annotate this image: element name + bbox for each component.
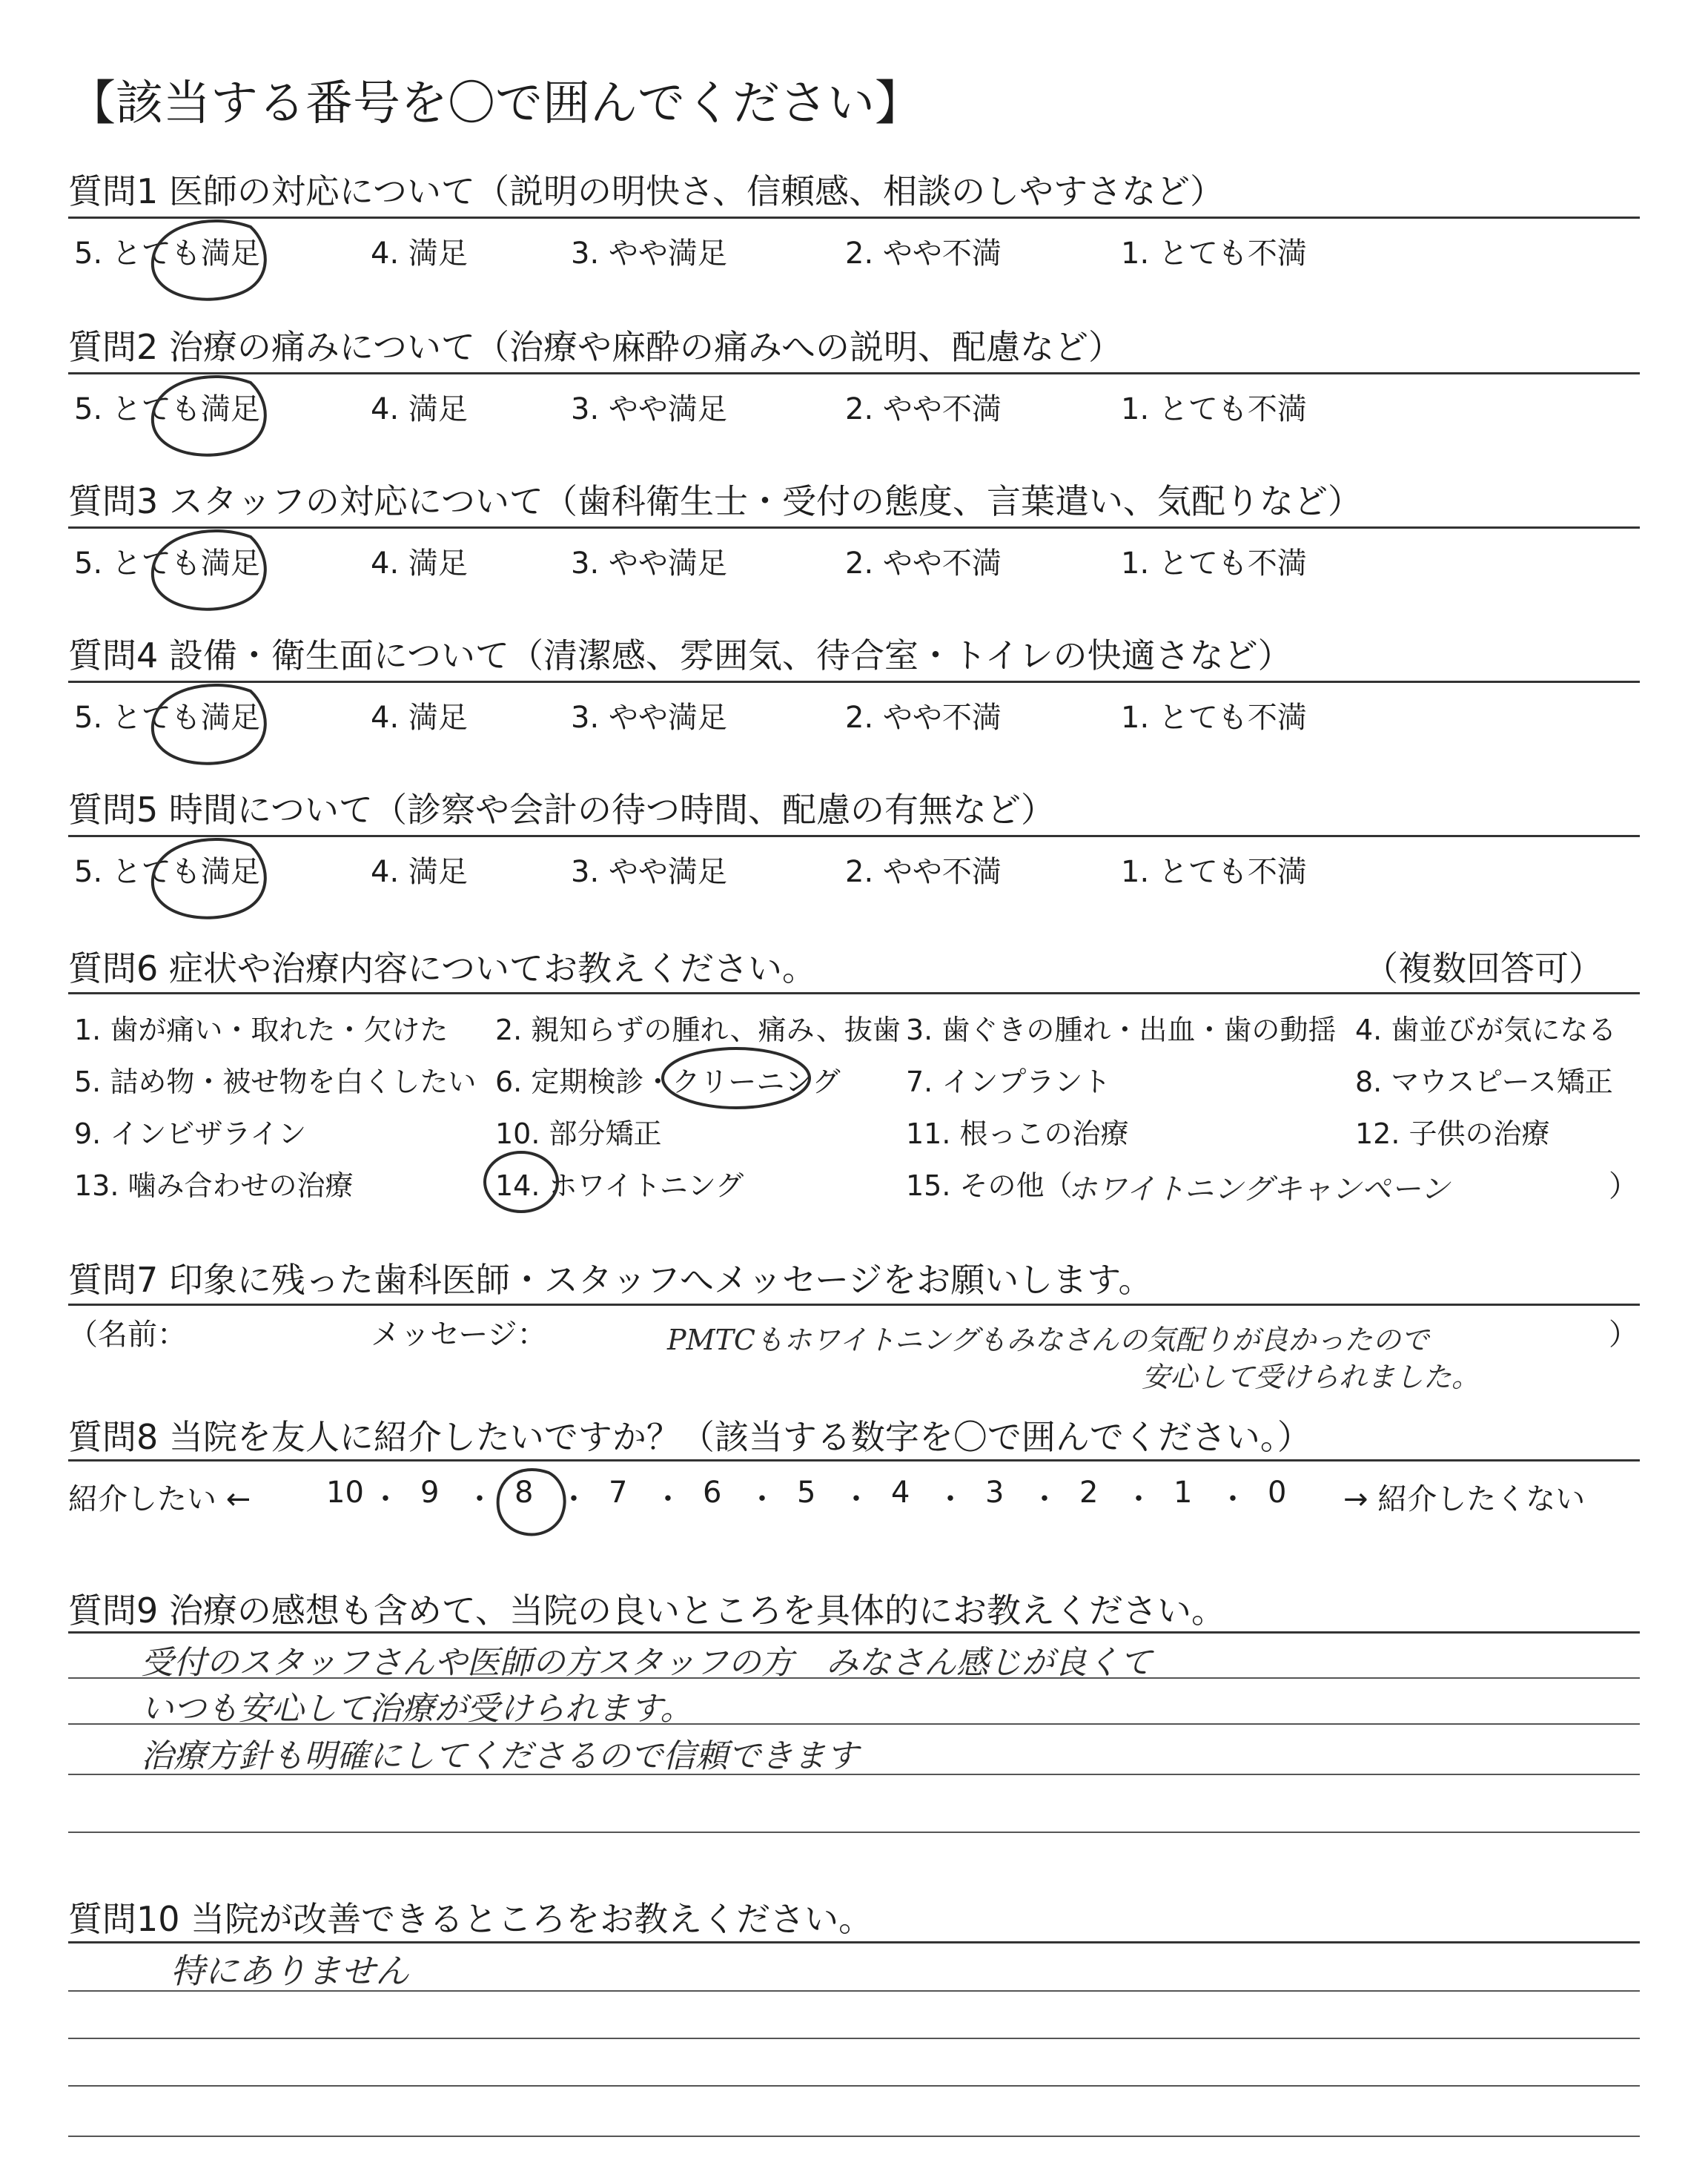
q10-answer-line-1[interactable]: 特にありません — [171, 1951, 409, 1991]
q4-option[interactable]: 5. とても満足 — [74, 701, 260, 735]
selection-circle-mark — [139, 365, 288, 476]
q1-title: 質問1 医師の対応について（説明の明快さ、信頼感、相談のしやすさなど） — [68, 171, 1225, 211]
q8-scale-value[interactable]: 2 — [1079, 1476, 1099, 1510]
q6-title: 質問6 症状や治療内容についてお教えください。 — [68, 948, 816, 988]
q8-scale-separator: ・ — [747, 1482, 777, 1516]
q8-scale-separator: ・ — [371, 1482, 400, 1516]
q2-rule — [68, 372, 1640, 374]
q9-rule — [68, 1631, 1640, 1634]
q8-scale-value[interactable]: 0 — [1268, 1476, 1287, 1510]
q7-close-paren: ） — [1609, 1318, 1638, 1352]
selection-circle-mark — [139, 209, 288, 320]
q4-option[interactable]: 2. やや不満 — [845, 701, 1002, 735]
q10-answer-line — [68, 2136, 1640, 2137]
q8-scale-separator: ・ — [1124, 1482, 1153, 1516]
q8-right-label: → 紹介したくない — [1343, 1482, 1586, 1516]
q2-option[interactable]: 2. やや不満 — [845, 392, 1002, 426]
q8-left-label: 紹介したい ← — [68, 1482, 251, 1516]
q1-option[interactable]: 1. とても不満 — [1121, 237, 1307, 271]
q7-title: 質問7 印象に残った歯科医師・スタッフへメッセージをお願いします。 — [68, 1260, 1153, 1300]
q8-scale-value[interactable]: 7 — [609, 1476, 628, 1510]
selection-circle-mark — [139, 828, 288, 939]
q6-option[interactable]: 6. 定期検診・クリーニング — [495, 1066, 841, 1098]
q4-title: 質問4 設備・衛生面について（清潔感、雰囲気、待合室・トイレの快適さなど） — [68, 635, 1292, 676]
q10-rule — [68, 1941, 1640, 1943]
q6-option[interactable]: 9. インビザライン — [74, 1117, 307, 1150]
q8-scale-separator: ・ — [653, 1482, 683, 1516]
q7-message-line2[interactable]: 安心して受けられました。 — [1142, 1361, 1480, 1393]
selection-circle-mark — [489, 1462, 571, 1551]
q8-scale-separator: ・ — [559, 1482, 589, 1516]
q9-title: 質問9 治療の感想も含めて、当院の良いところを具体的にお教えください。 — [68, 1591, 1225, 1631]
q3-option[interactable]: 4. 満足 — [371, 546, 468, 581]
q6-other-text[interactable]: ホワイトニングキャンペーン — [1068, 1172, 1450, 1206]
q9-answer-line-3[interactable]: 治療方針も明確にしてくださるので信頼できます — [141, 1737, 858, 1775]
q6-option[interactable]: 12. 子供の治療 — [1355, 1117, 1550, 1150]
q9-answer-line-1[interactable]: 受付のスタッフさんや医師の方スタッフの方 みなさん感じが良くて — [141, 1644, 1152, 1682]
q6-option[interactable]: 8. マウスピース矯正 — [1355, 1066, 1613, 1098]
q8-scale-separator: ・ — [1218, 1482, 1248, 1516]
selection-circle-mark — [139, 519, 288, 630]
q2-option[interactable]: 4. 満足 — [371, 392, 468, 426]
q8-scale-value[interactable]: 1 — [1174, 1476, 1193, 1510]
q6-option[interactable]: 15. その他（ — [906, 1169, 1073, 1202]
q5-rule — [68, 835, 1640, 837]
q6-option[interactable]: 2. 親知らずの腫れ、痛み、抜歯 — [495, 1014, 901, 1046]
q8-scale-value[interactable]: 5 — [797, 1476, 816, 1510]
q4-option[interactable]: 3. やや満足 — [571, 701, 727, 735]
q3-rule — [68, 526, 1640, 529]
q6-option[interactable]: 10. 部分矯正 — [495, 1117, 662, 1150]
q8-scale-separator: ・ — [841, 1482, 871, 1516]
q7-message-label: メッセージ： — [371, 1318, 547, 1352]
q1-rule — [68, 217, 1640, 219]
q8-scale-separator: ・ — [465, 1482, 494, 1516]
q8-scale-value[interactable]: 4 — [891, 1476, 910, 1510]
q10-answer-line — [68, 2085, 1640, 2087]
form-heading: 【該当する番号を〇で囲んでください】 — [68, 76, 922, 131]
q6-option[interactable]: 5. 詰め物・被せ物を白くしたい — [74, 1066, 477, 1098]
q5-option[interactable]: 1. とても不満 — [1121, 855, 1307, 889]
q5-title: 質問5 時間について（診察や会計の待つ時間、配慮の有無など） — [68, 790, 1055, 830]
q1-option[interactable]: 4. 満足 — [371, 237, 468, 271]
q6-option[interactable]: 13. 噛み合わせの治療 — [74, 1169, 354, 1202]
q3-option[interactable]: 5. とても満足 — [74, 546, 260, 581]
q2-option[interactable]: 1. とても不満 — [1121, 392, 1307, 426]
q8-title: 質問8 当院を友人に紹介したいですか？（該当する数字を〇で囲んでください。） — [68, 1417, 1311, 1457]
q8-scale-value[interactable]: 9 — [420, 1476, 440, 1510]
q8-scale-value[interactable]: 6 — [703, 1476, 722, 1510]
selection-circle-mark — [658, 1041, 814, 1123]
q1-option[interactable]: 2. やや不満 — [845, 237, 1002, 271]
q9-answer-line-2[interactable]: いつも安心して治療が受けられます。 — [141, 1690, 693, 1728]
q6-option[interactable]: 11. 根っこの治療 — [906, 1117, 1129, 1150]
q6-option[interactable]: 1. 歯が痛い・取れた・欠けた — [74, 1014, 448, 1046]
q3-option[interactable]: 1. とても不満 — [1121, 546, 1307, 581]
q6-other-close: ） — [1609, 1169, 1638, 1203]
q7-message-line1[interactable]: PMTCもホワイトニングもみなさんの気配りが良かったので — [667, 1324, 1429, 1356]
q7-rule — [68, 1304, 1640, 1306]
q6-note: （複数回答可） — [1364, 948, 1603, 988]
q4-option[interactable]: 1. とても不満 — [1121, 701, 1307, 735]
q1-option[interactable]: 5. とても満足 — [74, 237, 260, 271]
q5-option[interactable]: 2. やや不満 — [845, 855, 1002, 889]
q1-option[interactable]: 3. やや満足 — [571, 237, 727, 271]
q8-scale-separator: ・ — [1030, 1482, 1059, 1516]
q6-rule — [68, 992, 1640, 994]
q6-option[interactable]: 4. 歯並びが気になる — [1355, 1014, 1617, 1046]
q2-option[interactable]: 3. やや満足 — [571, 392, 727, 426]
q10-answer-line — [68, 2038, 1640, 2039]
q7-name-label: （名前： — [68, 1318, 187, 1352]
q8-scale-value[interactable]: 3 — [985, 1476, 1004, 1510]
q2-title: 質問2 治療の痛みについて（治療や麻酔の痛みへの説明、配慮など） — [68, 327, 1123, 367]
q10-title: 質問10 当院が改善できるところをお教えください。 — [68, 1899, 873, 1939]
q6-option[interactable]: 14. ホワイトニング — [495, 1169, 744, 1202]
q4-rule — [68, 681, 1640, 683]
q8-scale-separator: ・ — [936, 1482, 965, 1516]
q3-option[interactable]: 2. やや不満 — [845, 546, 1002, 581]
q4-option[interactable]: 4. 満足 — [371, 701, 468, 735]
q8-rule — [68, 1459, 1640, 1462]
q8-scale-value[interactable]: 10 — [326, 1476, 364, 1510]
q2-option[interactable]: 5. とても満足 — [74, 392, 260, 426]
q9-answer-line — [68, 1832, 1640, 1833]
selection-circle-mark — [480, 1145, 562, 1226]
q6-option[interactable]: 3. 歯ぐきの腫れ・出血・歯の動揺 — [906, 1014, 1337, 1046]
q5-option[interactable]: 5. とても満足 — [74, 855, 260, 889]
q6-option[interactable]: 7. インプラント — [906, 1066, 1111, 1098]
q3-option[interactable]: 3. やや満足 — [571, 546, 727, 581]
q5-option[interactable]: 3. やや満足 — [571, 855, 727, 889]
selection-circle-mark — [139, 673, 288, 785]
q3-title: 質問3 スタッフの対応について（歯科衛生士・受付の態度、言葉遣い、気配りなど） — [68, 481, 1362, 521]
q8-scale-value[interactable]: 8 — [514, 1476, 534, 1510]
q5-option[interactable]: 4. 満足 — [371, 855, 468, 889]
